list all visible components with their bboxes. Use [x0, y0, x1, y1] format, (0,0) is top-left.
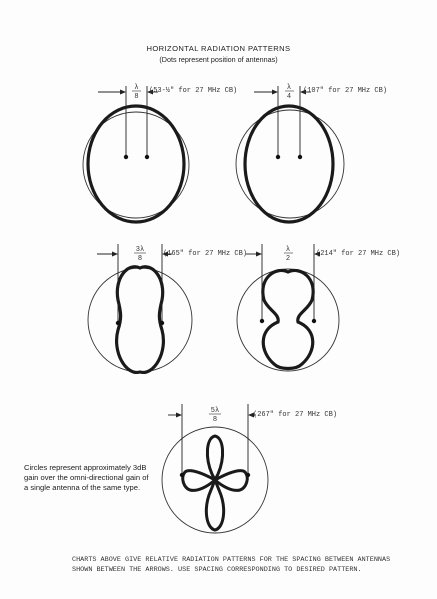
radiation-lobe: [117, 267, 164, 373]
reference-circle: [237, 269, 339, 371]
antenna-dot: [298, 155, 302, 159]
spacing-denominator: 2: [285, 255, 291, 263]
spacing-denominator: 8: [137, 255, 143, 263]
page-subtitle: (Dots represent position of antennas): [159, 55, 278, 64]
arrowhead-left: [120, 90, 126, 95]
antenna-dot: [276, 155, 280, 159]
antenna-dot: [160, 321, 164, 325]
spacing-numerator: 5λ: [210, 407, 220, 415]
radiation-lobe-left: [183, 471, 215, 491]
pattern-lambda-8: [83, 84, 189, 222]
radiation-lobe: [245, 106, 333, 222]
spacing-note-lambda-8: (53-½" for 27 MHz CB): [149, 87, 238, 95]
spacing-note-lambda-2: (214" for 27 MHz CB): [316, 250, 401, 258]
antenna-dot: [116, 321, 120, 325]
antenna-dot: [246, 473, 250, 477]
spacing-numerator: 3λ: [135, 246, 145, 254]
circle-gain-note: Circles represent approximately 3dB gain over the omni-directional gain of a single antenna of the same type.: [24, 463, 149, 493]
radiation-lobe-lower: [206, 480, 223, 530]
reference-circle: [236, 110, 344, 218]
antenna-dot: [312, 319, 316, 323]
radiation-lobe-right: [215, 471, 247, 491]
spacing-numerator: λ: [286, 84, 292, 92]
reference-circle: [88, 268, 192, 372]
antenna-dot: [260, 319, 264, 323]
page-title: HORIZONTAL RADIATION PATTERNS: [146, 44, 291, 53]
pattern-5lambda-8: [162, 404, 268, 533]
arrowhead-left: [176, 413, 182, 418]
radiation-lobe: [263, 270, 313, 368]
spacing-numerator: λ: [134, 84, 139, 92]
spacing-note-5lambda-8: (267" for 27 MHz CB): [253, 411, 338, 419]
radiation-lobe-upper: [207, 436, 222, 480]
spacing-denominator: 8: [134, 93, 139, 101]
spacing-denominator: 8: [212, 416, 218, 424]
pattern-lambda-4: [236, 84, 344, 222]
arrowhead-left: [256, 252, 262, 257]
radiation-lobe: [88, 106, 184, 222]
spacing-note-lambda-4: (107" for 27 MHz CB): [303, 87, 388, 95]
arrowhead-left: [112, 252, 118, 257]
antenna-dot: [180, 473, 184, 477]
pattern-3lambda-8: [88, 244, 192, 372]
footer-caption: CHARTS ABOVE GIVE RELATIVE RADIATION PATTERNS FOR THE SPACING BETWEEN ANTENNAS SHOWN BETWEEN THE ARROWS. USE SPACING CORRESPONDING TO DESIRED PATTERN.: [72, 556, 391, 574]
spacing-note-3lambda-8: (165" for 27 MHz CB): [163, 250, 248, 258]
spacing-denominator: 4: [286, 93, 292, 101]
pattern-lambda-2: [237, 244, 339, 371]
antenna-dot: [124, 155, 128, 159]
arrowhead-left: [272, 90, 278, 95]
antenna-dot: [145, 155, 149, 159]
spacing-numerator: λ: [285, 246, 291, 254]
